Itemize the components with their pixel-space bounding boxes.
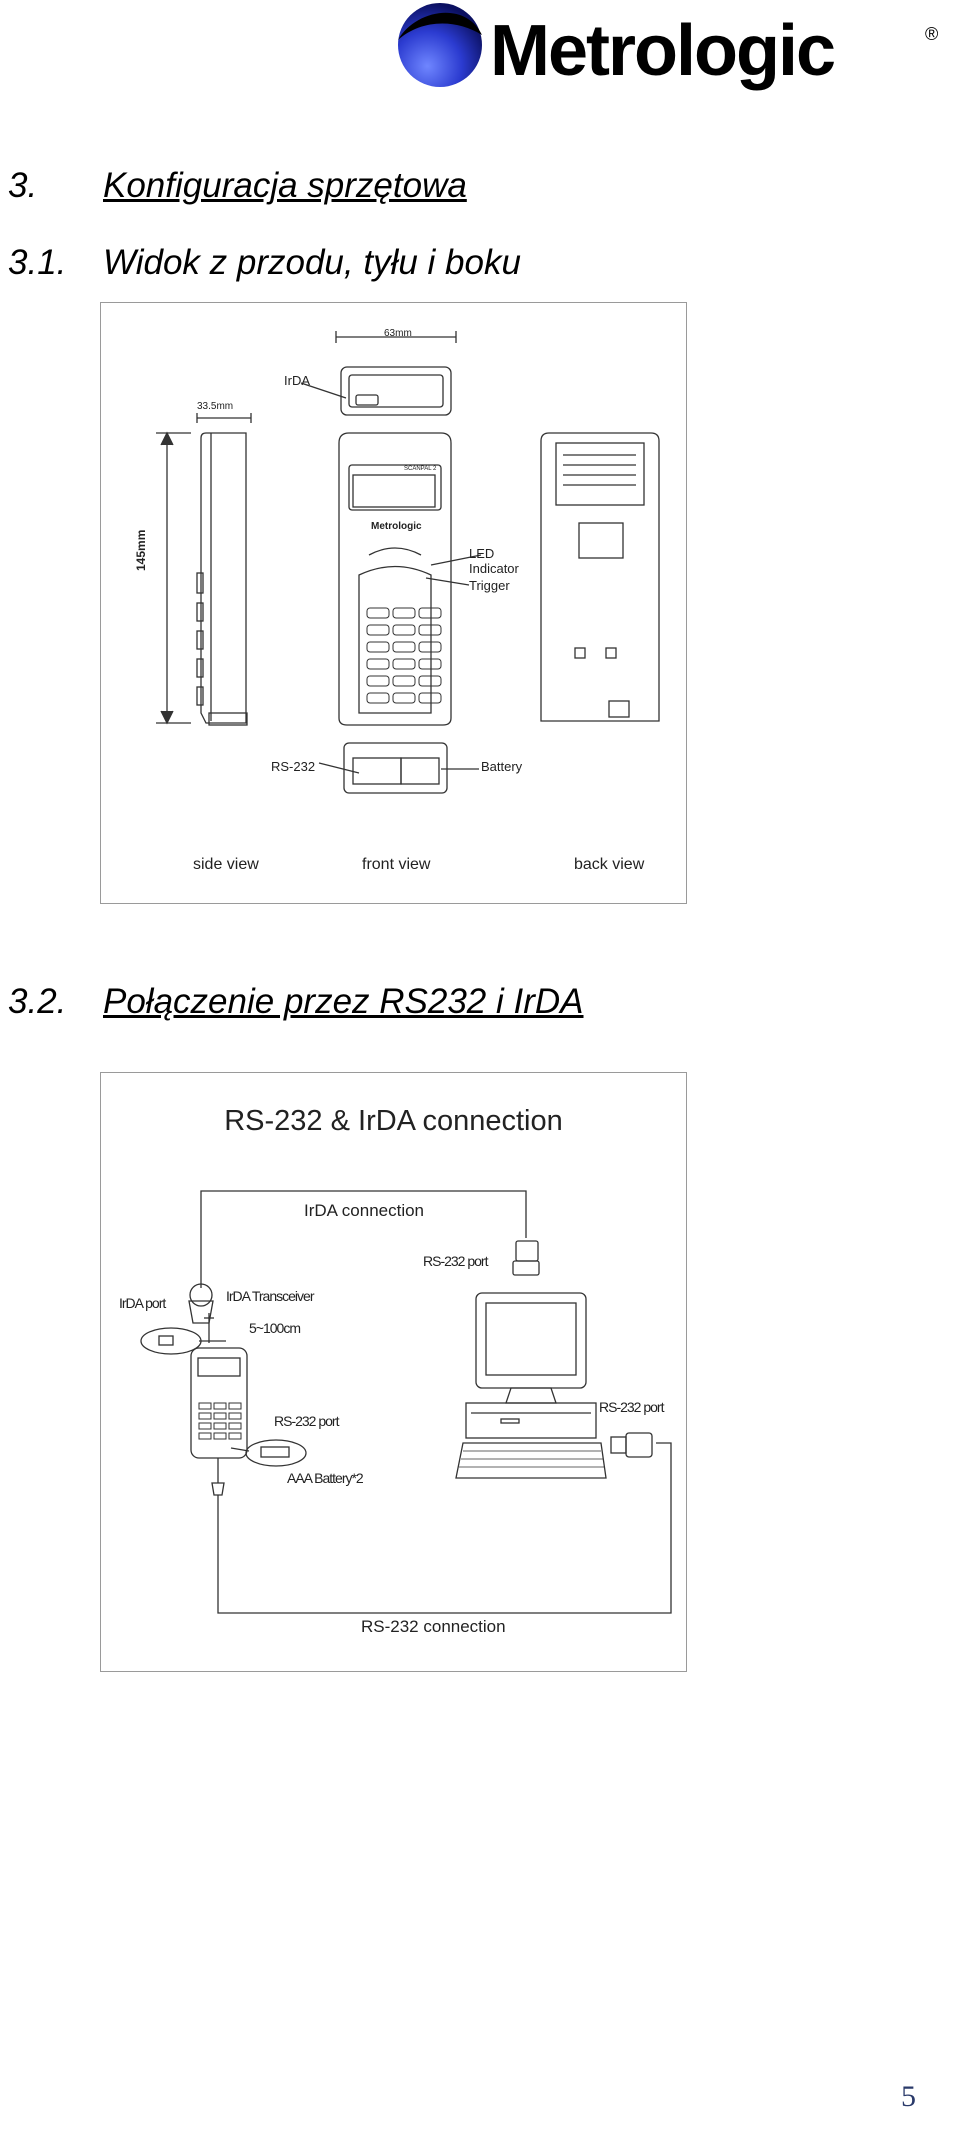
rs232-label: RS-232 xyxy=(271,759,316,774)
section-number: 3. xyxy=(8,166,38,205)
device-brand-label: Metrologic xyxy=(371,521,422,532)
back-view-label: back view xyxy=(574,856,645,873)
section-3-heading xyxy=(8,166,608,211)
distance-label: 5~100cm xyxy=(249,1320,300,1336)
svg-text:®: ® xyxy=(925,24,939,44)
metrologic-logo xyxy=(395,0,960,100)
trigger-label: Trigger xyxy=(469,578,510,593)
diagram-title: RS-232 & IrDA connection xyxy=(224,1105,563,1137)
page-number: 5 xyxy=(901,2080,916,2113)
irda-connection-label: IrDA connection xyxy=(304,1201,425,1220)
section-number: 3.2. xyxy=(8,982,67,1021)
irda-label: IrDA xyxy=(284,373,310,388)
device-views-drawing xyxy=(101,303,686,903)
width-dimension-label: 63mm xyxy=(384,328,412,339)
indicator-label: Indicator xyxy=(469,561,519,576)
battery-label: Battery xyxy=(481,759,523,774)
section-number: 3.1. xyxy=(8,243,67,282)
device-model-label: SCANPAL 2 xyxy=(404,466,437,472)
irda-transceiver-label: IrDA Transceiver xyxy=(226,1288,314,1304)
device-views-figure xyxy=(100,302,687,904)
height-dimension-label: 145mm xyxy=(134,529,148,571)
rs232-port-right-label: RS-232 port xyxy=(599,1399,664,1415)
section-title: Połączenie przez RS232 i IrDA xyxy=(103,982,584,1021)
front-view-label: front view xyxy=(362,856,431,873)
rs232-connection-label: RS-232 connection xyxy=(361,1617,506,1636)
aaa-battery-label: AAA Battery*2 xyxy=(287,1470,363,1486)
section-title: Widok z przodu, tyłu i boku xyxy=(103,243,521,282)
section-3-1-heading xyxy=(8,243,608,288)
rs232-port-left-label: RS-232 port xyxy=(274,1413,339,1429)
side-view-label: side view xyxy=(193,856,259,873)
rs232-port-top-label: RS-232 port xyxy=(423,1253,488,1269)
section-title: Konfiguracja sprzętowa xyxy=(103,166,467,205)
led-label: LED xyxy=(469,546,495,561)
section-3-2-heading xyxy=(8,982,658,1027)
depth-dimension-label: 33.5mm xyxy=(197,401,234,412)
connection-diagram xyxy=(100,1072,687,1672)
brand-name: Metrologic xyxy=(490,11,835,91)
connection-drawing xyxy=(101,1073,686,1671)
irda-port-label: IrDA port xyxy=(119,1295,166,1311)
